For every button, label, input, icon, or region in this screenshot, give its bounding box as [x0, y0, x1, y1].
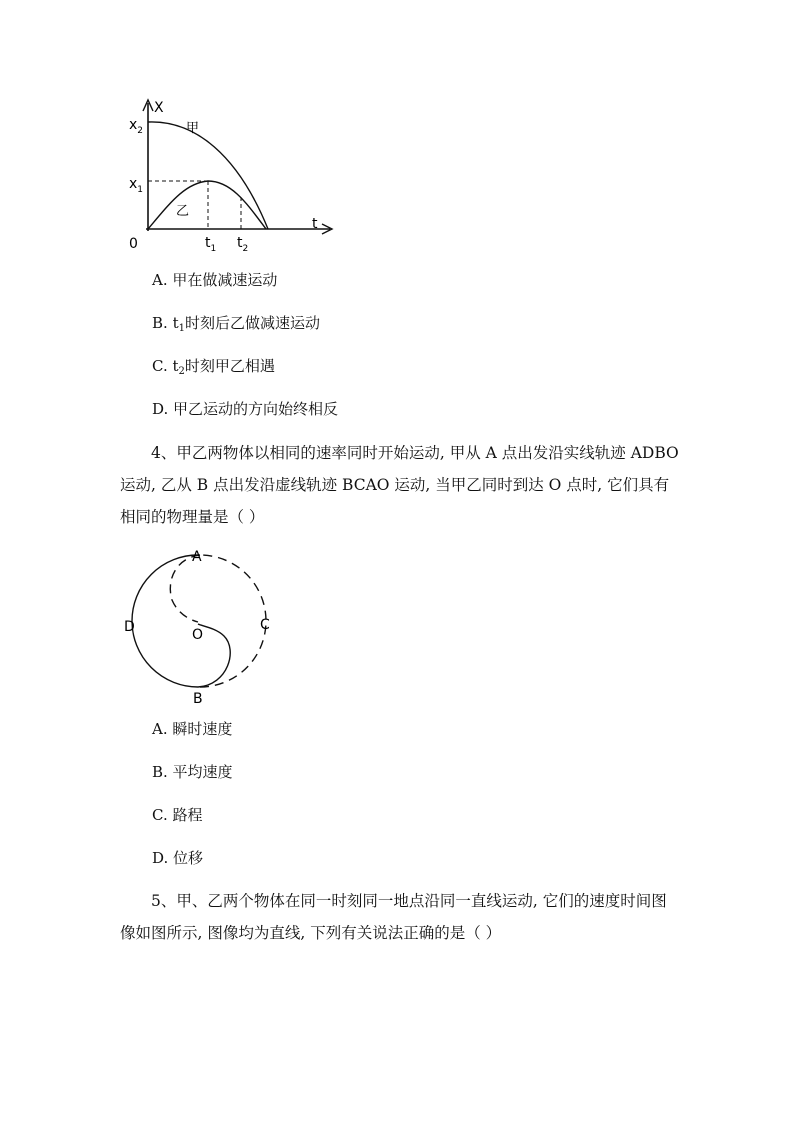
- x-axis-label: t: [312, 216, 318, 232]
- q4-option-c: C. 路程: [152, 806, 203, 824]
- point-c-label: C: [260, 617, 270, 633]
- point-d-label: D: [124, 619, 135, 635]
- x2-label: $x_2$: [129, 117, 144, 136]
- y-axis-label: X: [154, 100, 164, 116]
- dashed-inner-arc: [170, 555, 200, 622]
- t1-label: $t_1$: [205, 235, 217, 254]
- point-b-label: B: [193, 691, 203, 707]
- q3-option-d: D. 甲乙运动的方向始终相反: [152, 400, 339, 418]
- q3-option-b: B. $t_1$时刻后乙做减速运动: [152, 314, 320, 334]
- point-o-label: O: [192, 627, 204, 643]
- point-a-label: A: [192, 549, 202, 565]
- q4-question: 4、甲乙两物体以相同的速率同时开始运动, 甲从 A 点出发沿实线轨迹 ADBO 运动, 乙从 B 点出发沿虚线轨迹 BCAO 运动, 当甲乙同时到达 O 点时, 它们具有相同的物理量是（ ）: [120, 444, 679, 526]
- dashed-path-bcao: [200, 555, 266, 687]
- q4-option-a: A. 瞬时速度: [152, 720, 233, 738]
- circle-track-figure: [120, 540, 280, 710]
- solid-path-adbo: [132, 555, 198, 687]
- q4-option-d: D. 位移: [152, 849, 204, 867]
- q3-option-c: C. $t_2$时刻甲乙相遇: [152, 357, 275, 377]
- xt-graph: [120, 95, 350, 255]
- q4-option-b: B. 平均速度: [152, 763, 233, 781]
- q5-question: 5、甲、乙两个物体在同一时刻同一地点沿同一直线运动, 它们的速度时间图像如图所示, 图像均为直线, 下列有关说法正确的是（ ）: [120, 892, 667, 942]
- curve-yi-label: 乙: [176, 204, 190, 219]
- t2-label: $t_2$: [237, 235, 249, 254]
- x1-label: $x_1$: [129, 176, 144, 195]
- curve-jia-label: 甲: [186, 121, 200, 136]
- origin-label: 0: [129, 236, 138, 252]
- q3-option-a: A. 甲在做减速运动: [152, 271, 278, 289]
